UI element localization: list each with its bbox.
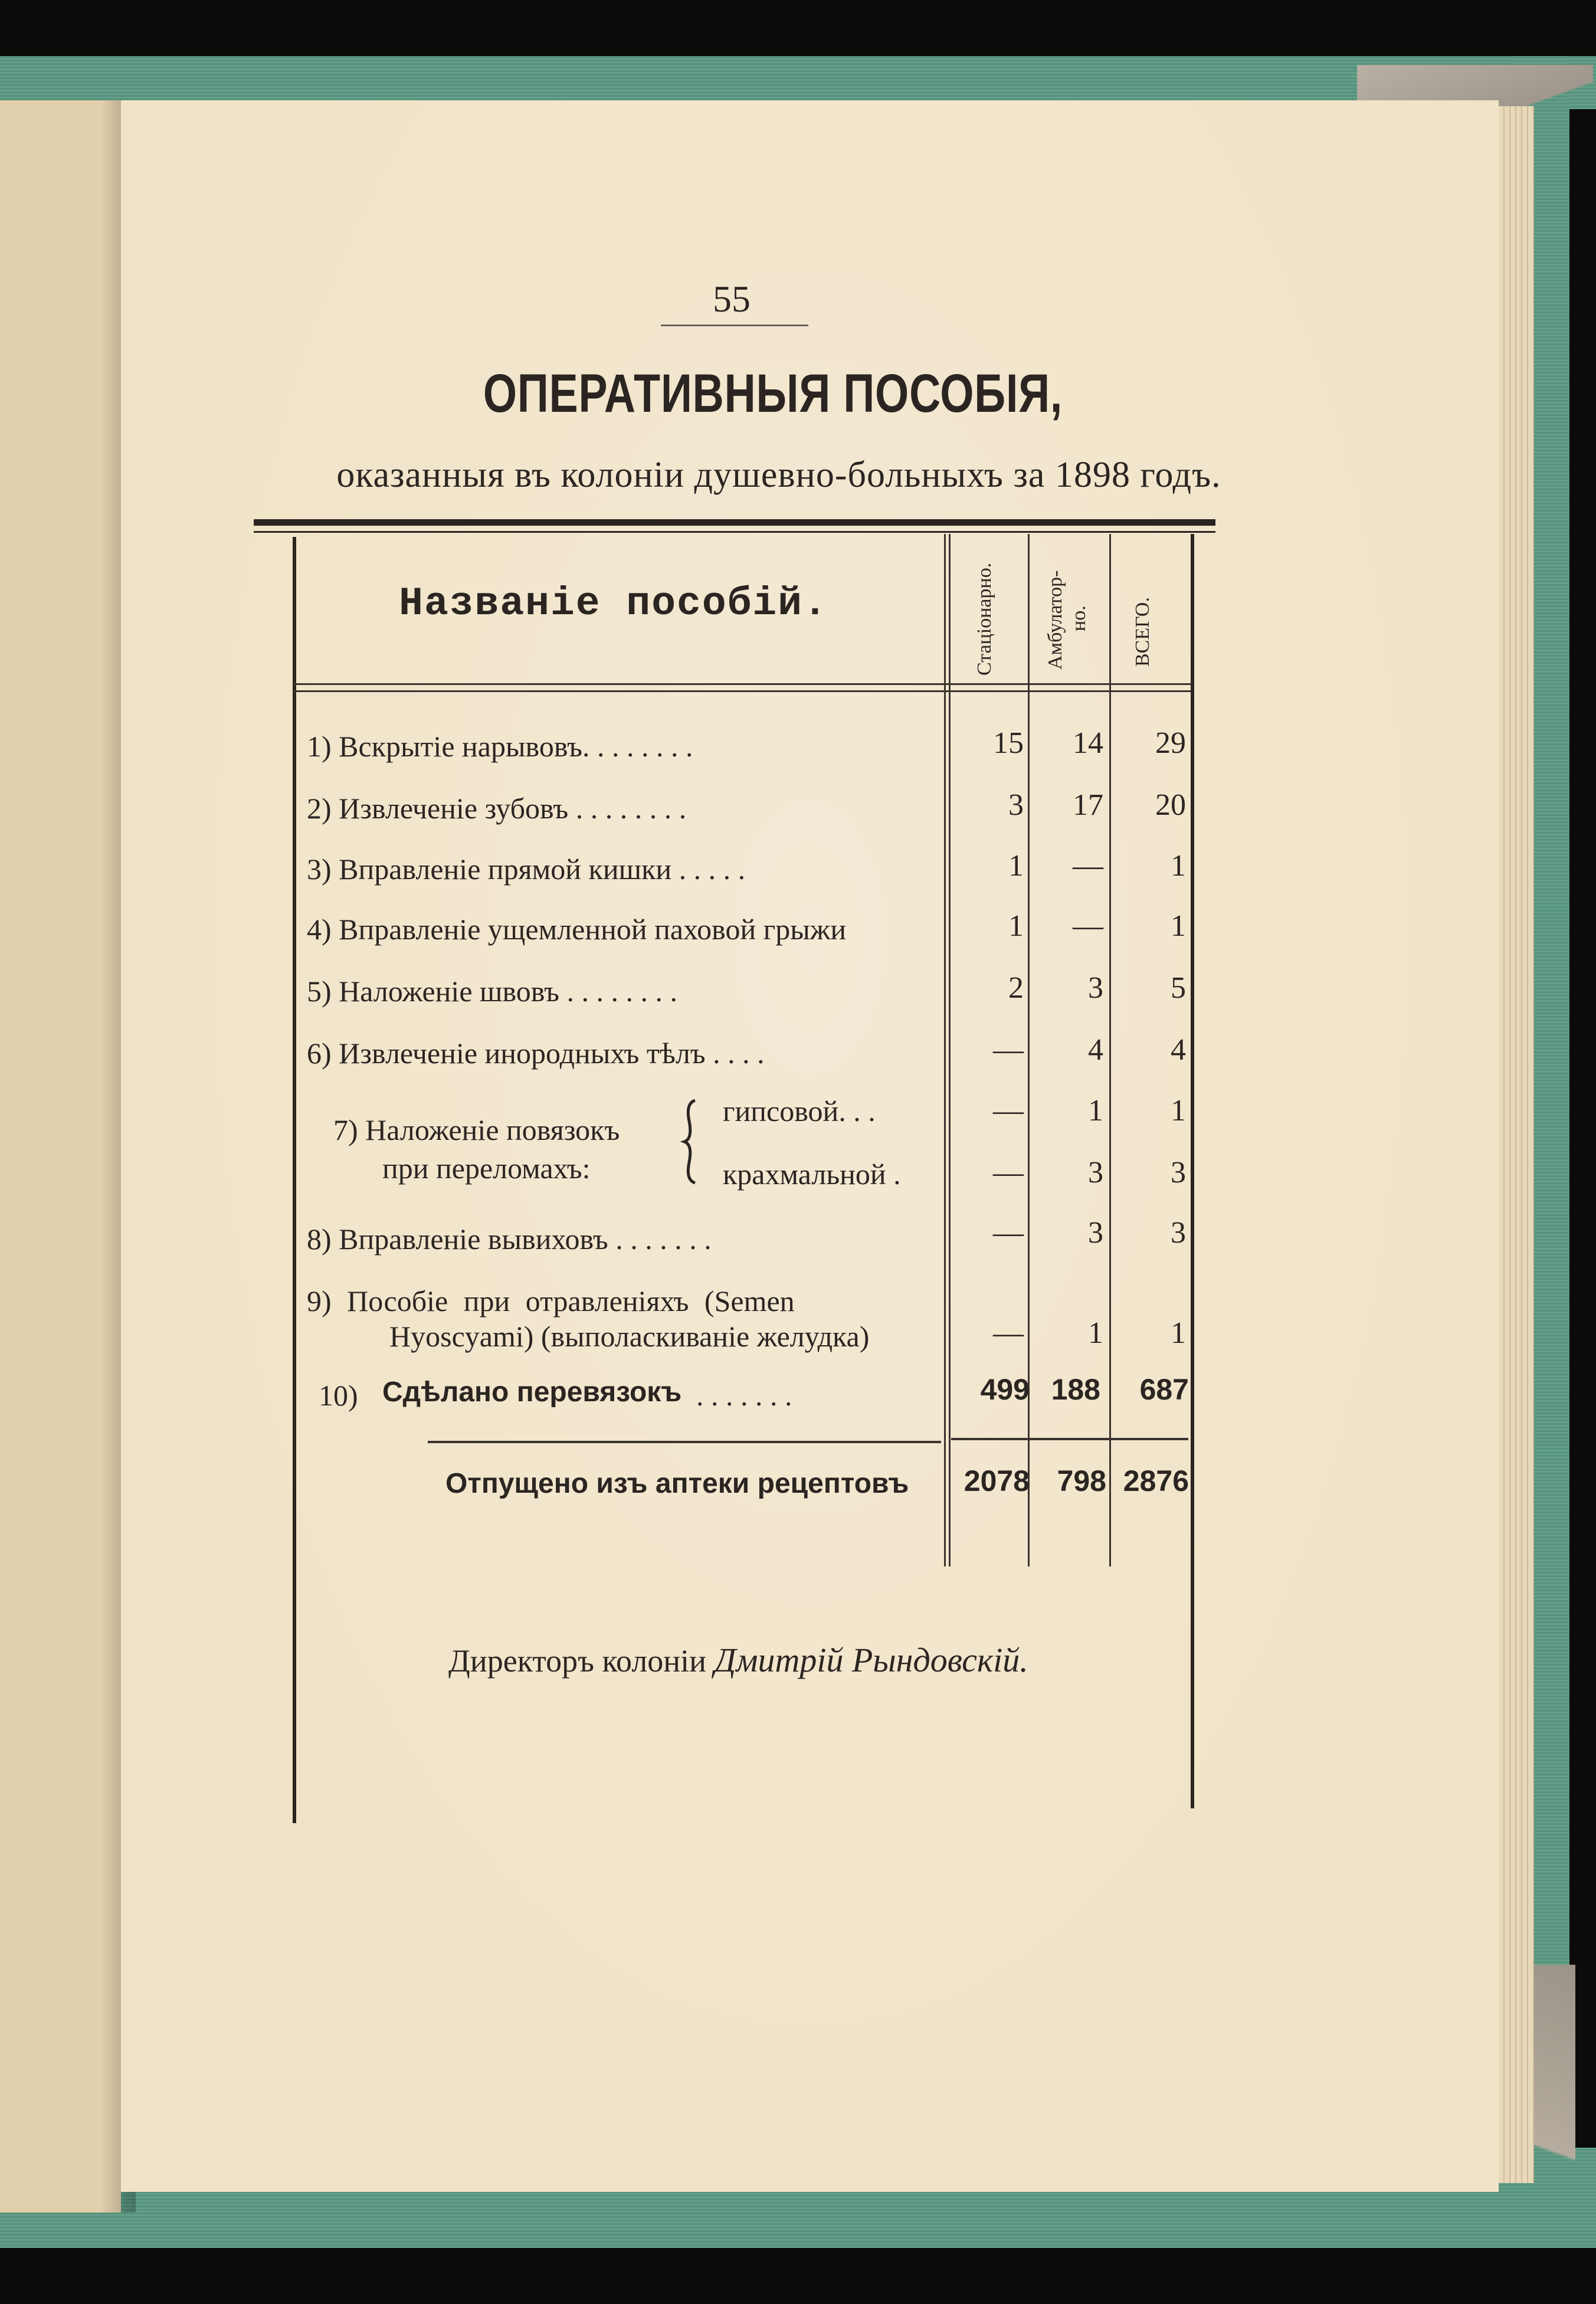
cell-inpatient: 2 [1008,971,1024,1005]
header-rule-1 [294,683,1191,685]
row10-dots: . . . . . . . [696,1379,792,1412]
summary-rule [428,1441,941,1443]
table-row-label: 2) Извлеченіе зубовъ . . . . . . . . [307,792,687,825]
cell-inpatient: — [993,1216,1024,1250]
cell-outpatient: — [1073,849,1103,883]
row7-sub-1: гипсовой. . . [723,1094,876,1128]
table-row-label: 5) Наложеніе швовъ . . . . . . . . [307,975,678,1008]
row7-sub-2: крахмальной . [723,1158,901,1191]
cell-outpatient: — [1073,909,1103,943]
summary-rule-cols [951,1438,1188,1440]
header-outpatient-1: Амбулатор- [1044,570,1066,670]
cell-outpatient: 188 [1051,1373,1100,1406]
cell-total: 4 [1171,1033,1186,1067]
summary-total: 2876 [1123,1464,1189,1497]
cell-outpatient: 3 [1088,1216,1103,1250]
cell-total: 1 [1171,849,1186,883]
table-row-label: 8) Вправленіе вывиховъ . . . . . . . [307,1223,712,1256]
cell-outpatient: 17 [1073,788,1103,822]
row10-label: Сдѣлано перевязокъ [382,1376,682,1408]
cell-total: 29 [1155,726,1186,760]
title-rule-thin [254,531,1215,533]
page-number-rule [661,325,808,326]
cell-total: 3 [1171,1156,1186,1189]
cell-inpatient: 15 [993,726,1024,760]
cell-total: 1 [1171,1316,1186,1350]
header-inpatient: Стаціонарно. [974,562,995,676]
summary-outpatient: 798 [1057,1464,1106,1497]
cell-outpatient: 3 [1088,971,1103,1005]
summary-label: Отпущено изъ аптеки рецептовъ [445,1468,909,1499]
cell-outpatient: 1 [1088,1094,1103,1128]
signature-line [448,1640,1274,1680]
page-number: 55 [713,278,751,320]
row7-label-2: при переломахъ: [382,1152,591,1185]
cell-inpatient: — [993,1033,1024,1067]
row10-number: 10) [319,1379,358,1412]
table-row-label: 4) Вправленіе ущемленной паховой грыжи [307,913,847,946]
signature-name: Дмитрій Рындовскій. [714,1641,1028,1679]
page-subtitle: оказанныя въ колоніи душевно-больныхъ за 1898 годъ. [336,455,1221,495]
cell-total: 687 [1139,1373,1189,1406]
cell-total: 20 [1155,788,1186,822]
header-rule-2 [294,690,1191,692]
table-row-label: 1) Вскрытіе нарывовъ. . . . . . . . [307,730,693,763]
cell-total: 1 [1171,909,1186,943]
table-right-border [1191,534,1194,1808]
cell-outpatient: 4 [1088,1033,1103,1067]
header-outpatient-2: но. [1068,605,1090,631]
cell-inpatient: 1 [1008,909,1024,943]
cell-outpatient: 1 [1088,1316,1103,1350]
brace-icon [679,1097,702,1186]
cell-inpatient: 1 [1008,849,1024,883]
table-row-label: 6) Извлеченіе инородныхъ тѣлъ . . . . [307,1037,765,1070]
row9-label-1: 9) Пособіе при отравленіяхъ (Semen [307,1284,795,1317]
signature-prefix: Директоръ колоніи [448,1643,707,1679]
row9-label-2: Hyoscyami) (выполаскиваніе желудка) [389,1320,870,1353]
title-rule-thick [254,519,1215,526]
cell-inpatient: — [993,1094,1024,1128]
header-name: Названіе пособій. [399,581,828,627]
summary-inpatient: 2078 [964,1464,1030,1497]
cell-inpatient: 3 [1008,788,1024,822]
table-left-border [293,537,296,1823]
cell-total: 3 [1171,1216,1186,1250]
cell-outpatient: 14 [1073,726,1103,760]
page-title: ОПЕРАТИВНЫЯ ПОСОБІЯ, [483,363,1063,424]
header-total: ВСЕГО. [1132,597,1153,667]
cell-inpatient: 499 [980,1373,1030,1406]
table-row-label: 3) Вправленіе прямой кишки . . . . . [307,853,746,886]
row7-label-1: 7) Наложеніе повязокъ [333,1113,620,1146]
cell-inpatient: — [993,1316,1024,1350]
cell-outpatient: 3 [1088,1156,1103,1189]
cell-total: 1 [1171,1094,1186,1128]
cell-inpatient: — [993,1156,1024,1189]
cell-total: 5 [1171,971,1186,1005]
